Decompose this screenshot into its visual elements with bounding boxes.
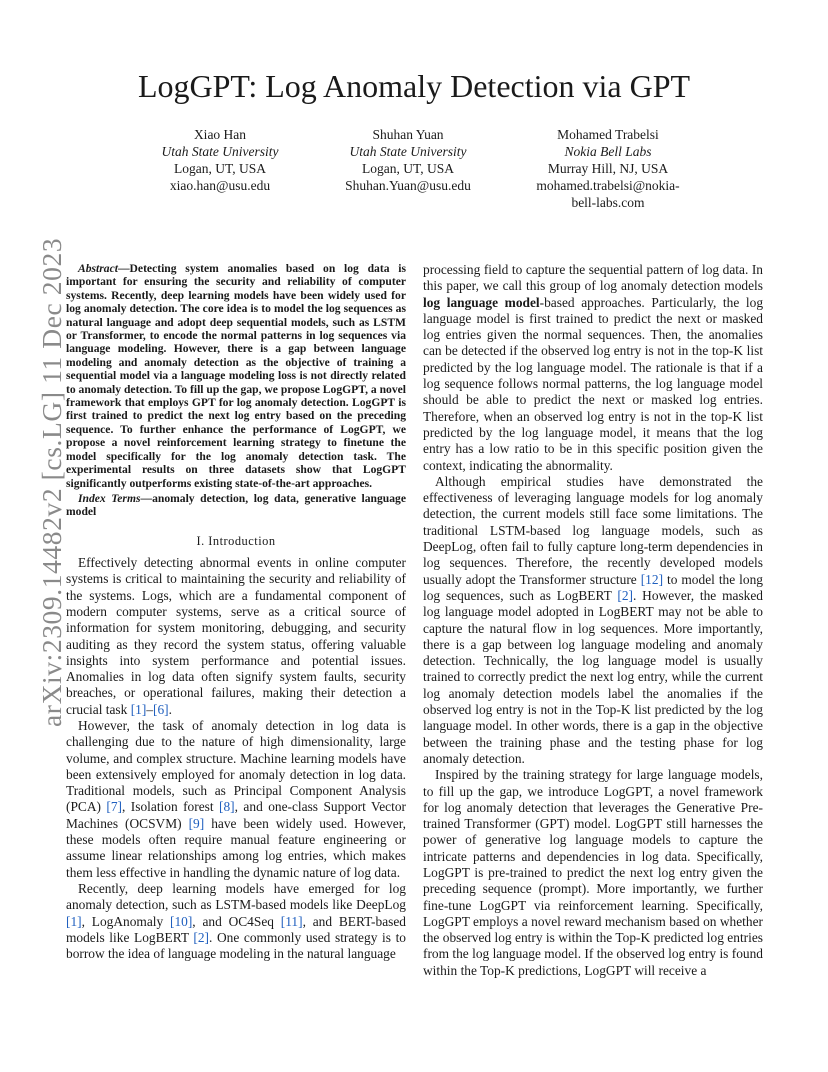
citation-link[interactable]: [2]: [193, 929, 210, 945]
paper-title: LogGPT: Log Anomaly Detection via GPT: [137, 68, 691, 104]
paragraph: [66, 881, 406, 962]
author-email: Shuhan.Yuan@usu.edu: [345, 178, 471, 193]
citation-link[interactable]: [9]: [188, 815, 205, 831]
paragraph: [423, 474, 763, 767]
paragraph: [66, 718, 406, 881]
author-block: [528, 126, 688, 211]
citation-link[interactable]: [12]: [640, 571, 664, 587]
abstract: [66, 262, 406, 490]
paragraph-text: Recently, deep learning models have emerged for log anomaly detection, such as LSTM-based models like DeepLog: [66, 880, 406, 913]
paragraph-text: processing field to capture the sequential pattern of log data. In this paper, we call this group of log anomaly detection models: [423, 262, 763, 294]
section-heading: I. Introduction: [196, 533, 276, 548]
paragraph-text: However, the task of anomaly detection in log data is challenging due to the nature of high dimensionality, large volume, and complex structure. Machine learning models have been extensively employed for anomaly detection in log data. Traditional models, such as Principal Component Analysis (PCA): [66, 717, 406, 815]
index-terms-label: Index Terms: [78, 491, 141, 505]
paragraph-end: .: [168, 701, 173, 717]
citation-link[interactable]: [1]: [66, 913, 82, 929]
index-terms: [66, 492, 406, 519]
paragraph: [423, 262, 763, 474]
citation-link[interactable]: [7]: [106, 799, 123, 815]
index-terms-text: —anomaly detection, log data, generative language model: [66, 491, 406, 519]
paragraph-text: have been widely used. However, these models often require manual feature engineering or assume linear relationships among log entries, which makes them less effective in handling the dynamic nature of log data.: [66, 815, 406, 880]
citation-separator: –: [146, 701, 154, 717]
author-email: xiao.han@usu.edu: [169, 178, 271, 193]
paragraph-text: , and one-class Support Vector Machines (OCSVM): [66, 799, 406, 831]
author-affiliation: Utah State University: [161, 144, 279, 159]
author-location: Logan, UT, USA: [362, 161, 454, 176]
paragraph-text: , and BERT-based models like LogBERT: [66, 913, 406, 945]
paragraph-text: Effectively detecting abnormal events in online computer systems is critical to maintaining the security and reliability of the systems. Logs, which are a fundamental component of modern computer systems, serve as a critical source of information for system monitoring, debugging, and security auditing as they record the system status, offering valuable insights into system performance and potential issues. Anomalies in log data often signify system faults, security breaches, or operational failures, making their detection a crucial task: [66, 555, 406, 717]
paragraph-text: -based approaches. Particularly, the log language model is first trained to predict the next or masked log entries given the normal sequences. Then, the anomalies can be detected if the observed log entry is not in the top-K list predicted by the log language model. The rationale is that if a log sequence follows normal patterns, the log language model should be able to predict the next or masked log entries. Therefore, when an observed log entry is not in the top-K list predicted by the log language model, it means that the log entry has a low ratio to be in this specific position given the context, indicating the abnormality.: [423, 294, 764, 473]
paragraph-text: to model the long log sequences, such as LogBERT: [423, 571, 763, 603]
right-column: [423, 262, 763, 979]
bold-term: log language model: [423, 294, 540, 310]
author-block: [140, 126, 300, 194]
citation-link[interactable]: [6]: [153, 701, 169, 717]
author-affiliation: Utah State University: [349, 144, 467, 159]
paragraph: [66, 555, 406, 718]
author-name: Xiao Han: [193, 127, 247, 142]
paragraph-text: Although empirical studies have demonstrated the effectiveness of leveraging language models for log anomaly detection, the current models still face some limitations. The traditional LSTM-based log language models, such as DeepLog, often fail to fully capture long-term dependencies in log sequences. Therefore, the recently developed models usually adopt the Transformer structure: [423, 473, 763, 587]
citation-link[interactable]: [11]: [280, 913, 303, 929]
author-email-continued: bell-labs.com: [571, 195, 645, 210]
arxiv-identifier: arXiv:2309.14482v2 [cs.LG] 11 Dec 2023: [36, 237, 67, 727]
left-column: [66, 262, 406, 962]
paragraph-text: . One commonly used strategy is to borrow the idea of language modeling in the natural language: [66, 929, 406, 962]
paragraph-text: , LogAnomaly: [81, 913, 170, 929]
abstract-label: Abstract: [78, 262, 118, 275]
abstract-text: —Detecting system anomalies based on log data is important for ensuring the security and reliability of computer systems. Recently, deep learning models have been widely used for log anomaly detection. The core idea is to model the log sequences as natural language and adopt deep sequential models, such as LSTM or Transformer, to encode the normal patterns in log sequences via language modeling. However, there is a gap between language modeling and anomaly detection as the objective of training a sequential model via a language modeling loss is not directly related to anomaly detection. To fill up the gap, we propose LogGPT, a novel framework that employs GPT for log anomaly detection. LogGPT is first trained to predict the next log entry based on the preceding sequence. To further enhance the performance of LogGPT, we propose a novel reinforcement learning strategy to finetune the model specifically for the log anomaly detection task. The experimental results on three datasets show that LogGPT significantly outperforms existing state-of-the-art approaches.: [66, 262, 406, 490]
paragraph-text: . However, the masked log language model adopted in LogBERT may not be able to capture the natural flow in log sequences. More importantly, there is a gap between log language modeling and anomaly detection. Technically, the log language model is usually trained to correctly predict the next log entry, while the current log anomaly detection models label the anomalies if the observed log entry is not in the Top-K list predicted by the log language model. In other words, there is a gap in the objective between the training phase and the testing phase for log anomaly detection.: [423, 587, 763, 766]
author-location: Murray Hill, NJ, USA: [547, 161, 669, 176]
paragraph-text: , and OC4Seq: [192, 913, 281, 929]
citation-link[interactable]: [1]: [130, 701, 147, 717]
author-block: [328, 126, 488, 194]
paragraph-text: , Isolation forest: [122, 799, 220, 815]
citation-link[interactable]: [10]: [169, 913, 193, 929]
author-location: Logan, UT, USA: [174, 161, 266, 176]
author-name: Mohamed Trabelsi: [557, 127, 659, 142]
paragraph: Inspired by the training strategy for large language models, to fill up the gap, we introduce LogGPT, a novel framework for log anomaly detection that leverages the Generative Pre-trained Transformer (GPT) model. LogGPT still harnesses the power of generative log language models to capture the intricate patterns and dependencies in log data. Specifically, LogGPT is pre-trained to predict the next log entry given the preceding sequence (prompt). More importantly, we further fine-tune LogGPT via reinforcement learning. Specifically, LogGPT employs a novel reward mechanism based on whether the observed log entry is within the Top-K predicted log entries from the log language model. If the observed log entry is found within the Top-K predictions, LogGPT will receive a: [423, 767, 763, 978]
citation-link[interactable]: [8]: [219, 799, 235, 815]
author-name: Shuhan Yuan: [372, 127, 444, 142]
author-affiliation: Nokia Bell Labs: [564, 144, 652, 159]
author-email: mohamed.trabelsi@nokia-: [536, 178, 680, 193]
citation-link[interactable]: [2]: [617, 587, 633, 603]
